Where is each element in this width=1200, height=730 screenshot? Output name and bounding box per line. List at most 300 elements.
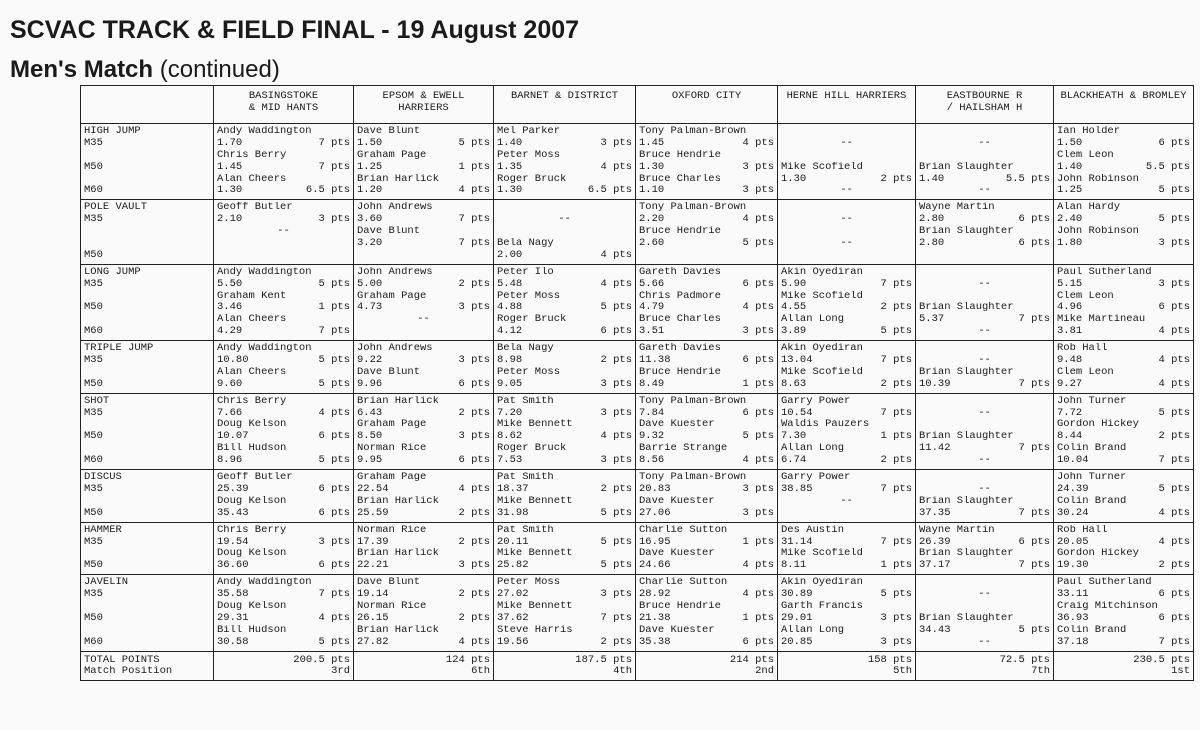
result-line (217, 279, 350, 291)
result-line (919, 367, 1050, 379)
points: 2 pts (458, 589, 490, 601)
result-line (357, 443, 490, 455)
points: 5 pts (742, 238, 774, 250)
athlete-or-mark: Akin Oyediran (781, 266, 863, 278)
result-line (497, 525, 632, 537)
athlete-or-mark: 37.18 (1057, 636, 1089, 648)
points: 6 pts (742, 278, 774, 290)
athlete-or-mark: Peter Moss (497, 577, 561, 589)
athlete-or-mark: Bela Nagy (497, 343, 554, 355)
athlete-or-mark: Andy Waddington (217, 343, 312, 355)
athlete-or-mark: Rob Hall (1057, 524, 1108, 536)
athlete-or-mark: Clem Leon (1057, 149, 1114, 161)
no-entry: -- (978, 137, 991, 149)
result-line (497, 355, 632, 367)
result-line (1057, 589, 1190, 601)
points: 4 pts (458, 185, 490, 197)
result-line (357, 185, 490, 197)
points: 2 pts (458, 612, 490, 624)
result-line (357, 637, 490, 649)
athlete-or-mark: 8.62 (497, 431, 523, 443)
event-label-cell (81, 341, 214, 394)
points: 4 pts (318, 407, 350, 419)
age-group-label: M50 (84, 431, 103, 443)
age-group-label: M35 (84, 214, 103, 226)
total-points: 72.5 pts (999, 654, 1050, 666)
result-line (781, 314, 912, 326)
points: 5 pts (880, 326, 912, 338)
result-line (1057, 367, 1190, 379)
points: 2 pts (458, 407, 490, 419)
event-row (81, 124, 1194, 200)
result-line (357, 419, 490, 431)
result-line (497, 589, 632, 601)
points: 7 pts (880, 355, 912, 367)
result-line (357, 455, 490, 467)
points: 5 pts (318, 355, 350, 367)
athlete-or-mark: Geoff Butler (217, 202, 293, 214)
athlete-or-mark: Bruce Hendrie (639, 226, 721, 238)
athlete-or-mark: Roger Bruck (497, 173, 567, 185)
athlete-or-mark: 10.04 (1057, 455, 1089, 467)
athlete-or-mark: 30.58 (217, 636, 249, 648)
athlete-or-mark: 36.60 (217, 560, 249, 572)
result-line (1057, 279, 1190, 291)
result-line (217, 560, 350, 572)
athlete-or-mark: Bruce Hendrie (639, 149, 721, 161)
result-line (639, 238, 774, 250)
totals-label-cell (81, 651, 214, 681)
result-line (217, 408, 350, 420)
athlete-or-mark: Pat Smith (497, 472, 554, 484)
result-line (217, 625, 350, 637)
result-line (1057, 525, 1190, 537)
age-group-label: M35 (84, 536, 103, 548)
result-line (781, 267, 912, 279)
result-line (357, 302, 490, 314)
result-line (1057, 396, 1190, 408)
athlete-or-mark: 37.62 (497, 612, 529, 624)
points: 4 pts (1158, 507, 1190, 519)
athlete-or-mark: Allan Long (781, 314, 845, 326)
points: 4 pts (742, 137, 774, 149)
age-group-label (84, 367, 210, 379)
athlete-or-mark: 4.79 (639, 302, 665, 314)
result-line (497, 343, 632, 355)
result-line (357, 267, 490, 279)
result-line (357, 150, 490, 162)
athlete-or-mark: Alan Hardy (1057, 202, 1121, 214)
points: 5 pts (600, 560, 632, 572)
result-line (217, 637, 350, 649)
athlete-or-mark: 9.27 (1057, 378, 1083, 390)
result-line (1057, 150, 1190, 162)
points: 2 pts (1158, 560, 1190, 572)
result-line (781, 162, 912, 174)
result-line (639, 279, 774, 291)
result-line (919, 150, 1050, 162)
club-result-cell (354, 393, 494, 469)
athlete-or-mark: Brian Slaughter (919, 495, 1014, 507)
athlete-or-mark: 8.11 (781, 560, 807, 572)
result-line (497, 484, 632, 496)
age-group-label (84, 419, 210, 431)
no-entry: -- (978, 355, 991, 367)
result-line (639, 443, 774, 455)
result-line (497, 548, 632, 560)
athlete-or-mark: Brian Harlick (357, 495, 439, 507)
athlete-or-mark: 1.25 (1057, 185, 1083, 197)
athlete-or-mark: 4.12 (497, 326, 523, 338)
points: 6 pts (318, 483, 350, 495)
club-result-cell (354, 575, 494, 651)
no-entry: -- (417, 314, 430, 326)
result-line (781, 367, 912, 379)
result-line (217, 484, 350, 496)
athlete-or-mark: 8.63 (781, 378, 807, 390)
club-result-cell (214, 575, 354, 651)
result-line (497, 601, 632, 613)
result-line (1057, 267, 1190, 279)
result-line (639, 548, 774, 560)
athlete-or-mark: Graham Page (357, 472, 427, 484)
athlete-or-mark: 7.84 (639, 407, 665, 419)
result-line (919, 343, 1050, 355)
athlete-or-mark: Brian Slaughter (919, 226, 1014, 238)
athlete-or-mark: Graham Page (357, 149, 427, 161)
club-result-cell (778, 470, 916, 523)
club-result-cell (494, 470, 636, 523)
result-line (639, 326, 774, 338)
subtitle-continued: (continued) (159, 56, 280, 83)
result-line (919, 496, 1050, 508)
athlete-or-mark: 2.60 (639, 238, 665, 250)
result-line (497, 226, 632, 238)
result-line (217, 508, 350, 520)
match-position: 2nd (755, 666, 774, 678)
club-total-cell (494, 651, 636, 681)
athlete-or-mark: 29.01 (781, 612, 813, 624)
athlete-or-mark: 19.14 (357, 589, 389, 601)
result-line (357, 431, 490, 443)
club-header: HERNE HILL HARRIERS (778, 86, 916, 124)
athlete-or-mark: 1.80 (1057, 238, 1083, 250)
result-line (639, 525, 774, 537)
points: 6 pts (1158, 302, 1190, 314)
athlete-or-mark: 7.20 (497, 407, 523, 419)
result-line (1057, 625, 1190, 637)
points: 1 pts (742, 378, 774, 390)
result-line (357, 343, 490, 355)
points: 5.5 pts (1145, 161, 1190, 173)
subtitle-main: Men's Match (10, 56, 154, 83)
points: 1 pts (458, 161, 490, 173)
result-line (919, 508, 1050, 520)
points: 7 pts (880, 536, 912, 548)
athlete-or-mark: 1.30 (639, 161, 665, 173)
result-line (1057, 343, 1190, 355)
athlete-or-mark: 1.70 (217, 137, 243, 149)
no-entry: -- (840, 214, 853, 226)
club-result-cell (1054, 200, 1194, 264)
result-line (919, 472, 1050, 484)
club-result-cell (778, 522, 916, 575)
result-line (781, 174, 912, 186)
athlete-or-mark: 11.42 (919, 443, 951, 455)
result-line (217, 496, 350, 508)
athlete-or-mark: 2.80 (919, 214, 945, 226)
athlete-or-mark: 8.50 (357, 431, 383, 443)
points: 7 pts (1018, 378, 1050, 390)
athlete-or-mark: 8.44 (1057, 431, 1083, 443)
points: 6 pts (1018, 214, 1050, 226)
points: 7 pts (318, 161, 350, 173)
athlete-or-mark: Peter Ilo (497, 266, 554, 278)
result-line (217, 226, 350, 238)
result-line (781, 577, 912, 589)
result-line (639, 367, 774, 379)
athlete-or-mark: 21.38 (639, 612, 671, 624)
result-line (781, 355, 912, 367)
no-entry: -- (840, 137, 853, 149)
no-entry: -- (978, 455, 991, 467)
result-line (781, 138, 912, 150)
result-line (639, 508, 774, 520)
club-total-cell (778, 651, 916, 681)
result-line (497, 214, 632, 226)
points: 2 pts (1158, 431, 1190, 443)
athlete-or-mark: Mike Scofield (781, 290, 863, 302)
athlete-or-mark: Andy Waddington (217, 126, 312, 137)
result-line (497, 625, 632, 637)
points: 4 pts (600, 249, 632, 261)
result-line (1057, 214, 1190, 226)
result-line (639, 250, 774, 262)
points: 3 pts (742, 161, 774, 173)
athlete-or-mark: 5.00 (357, 278, 383, 290)
result-line (217, 443, 350, 455)
athlete-or-mark: 22.21 (357, 560, 389, 572)
points: 5 pts (1158, 214, 1190, 226)
result-line (217, 577, 350, 589)
club-result-cell (214, 200, 354, 264)
result-line (919, 214, 1050, 226)
result-line (639, 343, 774, 355)
result-line (639, 408, 774, 420)
result-line (639, 226, 774, 238)
result-line (357, 138, 490, 150)
points: 4 pts (742, 302, 774, 314)
club-total-cell (636, 651, 778, 681)
result-line (781, 238, 912, 250)
points: 7 pts (880, 483, 912, 495)
athlete-or-mark: 25.82 (497, 560, 529, 572)
club-result-cell (778, 575, 916, 651)
result-line (919, 396, 1050, 408)
page-subtitle (10, 56, 280, 84)
result-line (357, 548, 490, 560)
athlete-or-mark: 4.96 (1057, 302, 1083, 314)
no-entry: -- (978, 326, 991, 338)
age-group-label (84, 174, 210, 186)
result-line (781, 431, 912, 443)
club-result-cell (636, 200, 778, 264)
result-line (781, 279, 912, 291)
athlete-or-mark: Brian Harlick (357, 173, 439, 185)
result-line (919, 238, 1050, 250)
athlete-or-mark: 3.89 (781, 326, 807, 338)
athlete-or-mark: 25.59 (357, 507, 389, 519)
result-line (639, 267, 774, 279)
result-line (497, 279, 632, 291)
athlete-or-mark: 27.02 (497, 589, 529, 601)
athlete-or-mark: 36.93 (1057, 612, 1089, 624)
result-line (497, 419, 632, 431)
athlete-or-mark: Doug Kelson (217, 548, 287, 560)
athlete-or-mark: Bruce Hendrie (639, 366, 721, 378)
total-points: 187.5 pts (575, 654, 632, 666)
result-line (217, 431, 350, 443)
athlete-or-mark: 20.85 (781, 636, 813, 648)
athlete-or-mark: Dave Blunt (357, 226, 421, 238)
athlete-or-mark: John Robinson (1057, 173, 1139, 185)
points: 5 pts (1158, 483, 1190, 495)
athlete-or-mark: Tony Palman-Brown (639, 202, 747, 214)
points: 2 pts (600, 636, 632, 648)
points: 3 pts (318, 214, 350, 226)
result-line (357, 625, 490, 637)
result-line (639, 185, 774, 197)
result-line (639, 472, 774, 484)
athlete-or-mark: Brian Slaughter (919, 161, 1014, 173)
points: 3 pts (1158, 238, 1190, 250)
match-position: 4th (613, 666, 632, 678)
points: 3 pts (742, 326, 774, 338)
athlete-or-mark: Clem Leon (1057, 366, 1114, 378)
result-line (639, 601, 774, 613)
result-line (217, 126, 350, 138)
athlete-or-mark: Wayne Martin (919, 202, 995, 214)
points: 1 pts (880, 431, 912, 443)
points: 6 pts (318, 560, 350, 572)
athlete-or-mark: 4.88 (497, 302, 523, 314)
result-line (357, 589, 490, 601)
points: 6 pts (318, 431, 350, 443)
event-row (81, 264, 1194, 340)
event-name: HIGH JUMP (84, 126, 141, 137)
points: 4 pts (1158, 326, 1190, 338)
result-line (919, 267, 1050, 279)
result-line (781, 226, 912, 238)
result-line (497, 302, 632, 314)
result-line (357, 472, 490, 484)
athlete-or-mark: 1.10 (639, 185, 665, 197)
result-line (639, 396, 774, 408)
age-group-label (84, 150, 210, 162)
result-line (1057, 431, 1190, 443)
result-line (357, 291, 490, 303)
result-line (217, 314, 350, 326)
club-result-cell (636, 522, 778, 575)
result-line (919, 601, 1050, 613)
age-group-label: M50 (84, 161, 103, 173)
result-line (781, 560, 912, 572)
athlete-or-mark: Craig Mitchinson (1057, 600, 1158, 612)
event-label-cell (81, 200, 214, 264)
result-line (919, 138, 1050, 150)
result-line (781, 150, 912, 162)
athlete-or-mark: 1.45 (639, 137, 665, 149)
athlete-or-mark: Norman Rice (357, 600, 427, 612)
result-line (1057, 126, 1190, 138)
result-line (639, 419, 774, 431)
total-points: 230.5 pts (1133, 654, 1190, 666)
points: 3 pts (742, 507, 774, 519)
result-line (217, 367, 350, 379)
athlete-or-mark: Peter Moss (497, 290, 561, 302)
result-line (217, 601, 350, 613)
result-line (357, 484, 490, 496)
athlete-or-mark: 35.38 (639, 636, 671, 648)
athlete-or-mark: Mike Bennett (497, 600, 573, 612)
no-entry: -- (558, 214, 571, 226)
result-line (1057, 226, 1190, 238)
result-line (1057, 202, 1190, 214)
points: 5 pts (742, 431, 774, 443)
result-line (1057, 577, 1190, 589)
athlete-or-mark: Dave Blunt (357, 577, 421, 589)
athlete-or-mark: 8.98 (497, 355, 523, 367)
athlete-or-mark: 26.15 (357, 612, 389, 624)
result-line (639, 560, 774, 572)
age-group-label: M50 (84, 378, 103, 390)
athlete-or-mark: 1.40 (1057, 161, 1083, 173)
result-line (1057, 174, 1190, 186)
athlete-or-mark: 31.14 (781, 536, 813, 548)
result-line (357, 508, 490, 520)
athlete-or-mark: 10.54 (781, 407, 813, 419)
age-group-label: M60 (84, 326, 103, 338)
result-line (357, 202, 490, 214)
result-line (217, 326, 350, 338)
athlete-or-mark: Des Austin (781, 524, 845, 536)
athlete-or-mark: Gordon Hickey (1057, 548, 1139, 560)
athlete-or-mark: Paul Sutherland (1057, 577, 1152, 589)
athlete-or-mark: Dave Blunt (357, 126, 421, 137)
no-entry: -- (840, 185, 853, 197)
result-line (639, 355, 774, 367)
points: 5 pts (318, 378, 350, 390)
points: 5 pts (600, 302, 632, 314)
result-line (781, 185, 912, 197)
athlete-or-mark: Bill Hudson (217, 624, 287, 636)
athlete-or-mark: Mel Parker (497, 126, 561, 137)
athlete-or-mark: 5.48 (497, 278, 523, 290)
result-line (919, 250, 1050, 262)
athlete-or-mark: Norman Rice (357, 524, 427, 536)
club-result-cell (916, 522, 1054, 575)
athlete-or-mark: 24.39 (1057, 483, 1089, 495)
result-line (781, 637, 912, 649)
athlete-or-mark: 33.11 (1057, 589, 1089, 601)
athlete-or-mark: 16.95 (639, 536, 671, 548)
result-line (1057, 443, 1190, 455)
athlete-or-mark: 9.60 (217, 378, 243, 390)
result-line (1057, 408, 1190, 420)
points: 6.5 pts (305, 185, 350, 197)
club-total-cell (916, 651, 1054, 681)
result-line (217, 589, 350, 601)
